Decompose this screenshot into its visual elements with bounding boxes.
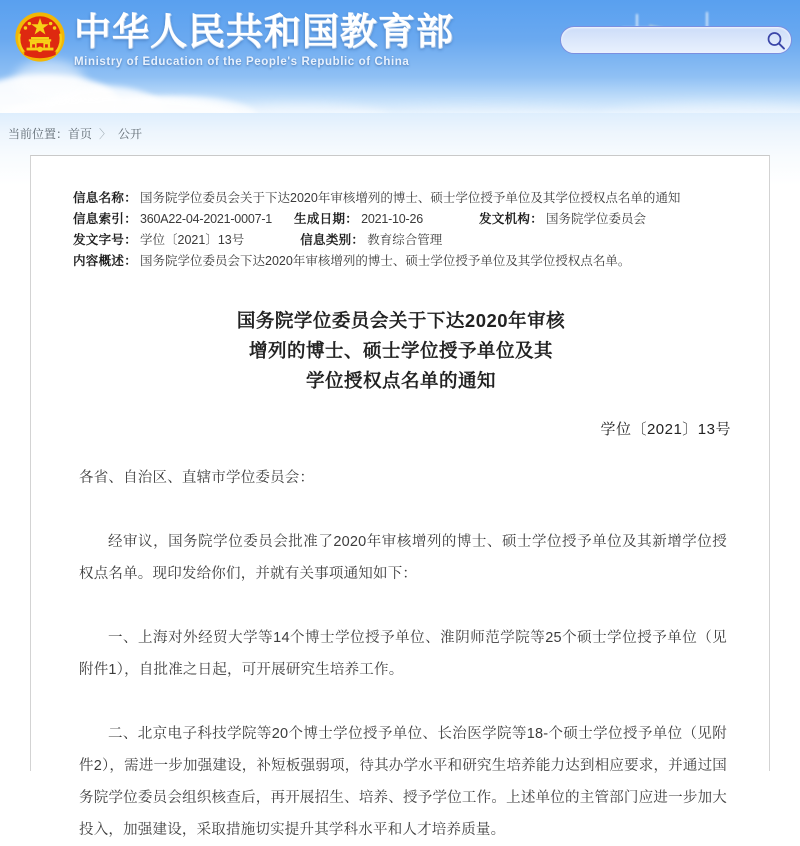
cloud-decoration <box>600 104 800 113</box>
site-title-chinese: 中华人民共和国教育部 <box>74 11 454 52</box>
page-content-wrapper <box>0 155 800 838</box>
breadcrumb-prefix: 当前位置： <box>8 127 69 141</box>
document-title-line-2: 增列的博士、硕士学位授予单位及其 <box>248 340 553 361</box>
document-paragraph-one: 一、上海对外经贸大学等14个博士学位授予单位、淮阴师范学院等25个硕士学位授予单位（见附件1），自批准之日起，可开展研究生培养工作。 <box>79 630 727 678</box>
document-salutation: 各省、自治区、直辖市学位委员会： <box>79 470 315 486</box>
metadata-row-index <box>73 209 733 230</box>
paragraph-spacer <box>79 686 727 718</box>
document-panel <box>30 155 770 838</box>
metadata-label-date: 生成日期： <box>294 212 359 226</box>
search-icon <box>765 30 787 52</box>
metadata-value-docnum: 学位〔2021〕13号 <box>140 233 245 247</box>
metadata-label-issuer: 发文机构： <box>479 212 544 226</box>
metadata-value-category: 教育综合管理 <box>367 233 443 247</box>
metadata-label-index: 信息索引： <box>73 212 138 226</box>
document-title-line-1: 国务院学位委员会关于下达2020年审核 <box>236 310 566 331</box>
document-metadata <box>73 188 733 272</box>
paragraph-spacer <box>79 494 727 526</box>
site-header-banner <box>0 0 800 113</box>
search-button[interactable] <box>765 30 787 52</box>
metadata-value-date: 2021-10-26 <box>361 212 424 226</box>
metadata-value-index: 360A22-04-2021-0007-1 <box>140 212 273 226</box>
document-paragraph-two: 二、北京电子科技学院等20个博士学位授予单位、长治医学院等18-个硕士学位授予单位（见附件2），需进一步加强建设，补短板强弱项，待其办学水平和研究生培养能力达到相应要求，并通过国务院学位委员会组织核查后，再开展招生、培养、授予学位工作。上述单位的主管部门应进一步加大投入，加强建设，采取措施切实提升其学科水平和人才培养质量。 <box>79 726 727 838</box>
metadata-row-summary <box>73 251 733 272</box>
document-title-line-3: 学位授权点名单的通知 <box>305 370 496 391</box>
metadata-value-name: 国务院学位委员会关于下达2020年审核增列的博士、硕士学位授予单位及其学位授权点名单的通知 <box>140 191 681 205</box>
breadcrumb <box>8 125 142 142</box>
metadata-value-summary: 国务院学位委员会下达2020年审核增列的博士、硕士学位授予单位及其学位授权点名单。 <box>140 254 631 268</box>
document-number: 学位〔2021〕13号 <box>600 421 731 438</box>
metadata-label-category: 信息类别： <box>300 233 365 247</box>
metadata-label-summary: 内容概述： <box>73 254 138 268</box>
metadata-value-issuer: 国务院学位委员会 <box>546 212 647 226</box>
document-title <box>31 306 771 396</box>
document-paragraph-intro: 经审议，国务院学位委员会批准了2020年审核增列的博士、硕士学位授予单位及其新增学位授权点名单。现印发给你们，并就有关事项通知如下： <box>79 534 727 582</box>
china-national-emblem-icon <box>12 9 68 65</box>
metadata-label-docnum: 发文字号： <box>73 233 138 247</box>
metadata-label-name: 信息名称： <box>73 191 138 205</box>
breadcrumb-separator-icon: 〉 <box>99 127 112 141</box>
breadcrumb-current-link[interactable]: 公开 <box>118 127 143 141</box>
search-input[interactable] <box>573 27 763 55</box>
breadcrumb-strip <box>0 113 800 155</box>
metadata-row-docnum <box>73 230 733 251</box>
paragraph-spacer <box>79 590 727 622</box>
site-branding <box>74 10 454 68</box>
search-box[interactable] <box>560 26 792 54</box>
breadcrumb-home-link[interactable]: 首页 <box>68 127 93 141</box>
metadata-row-name <box>73 188 733 209</box>
document-body <box>79 462 727 846</box>
site-title-english: Ministry of Education of the People's Republic of China <box>74 56 410 68</box>
